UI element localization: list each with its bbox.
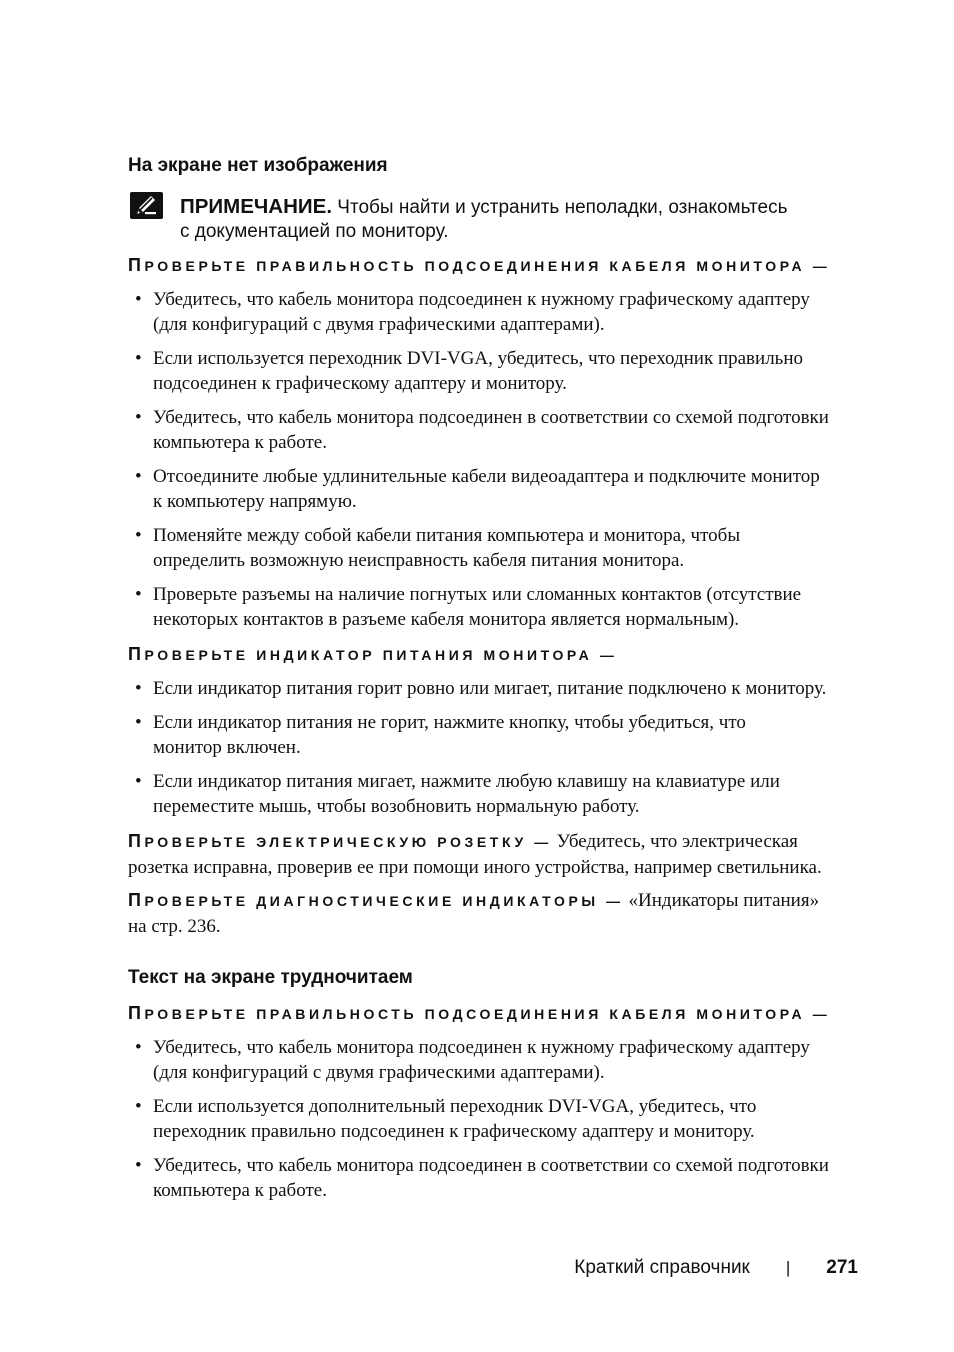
list-item [128,464,928,514]
check-diagnostics-paragraph [128,888,928,939]
bullet-icon [135,710,145,735]
subheading-check-cable: ПРОВЕРЬТЕ ПРАВИЛЬНОСТЬ ПОДСОЕДИНЕНИЯ КАБЕЛЯ МОНИТОРА — [128,255,831,275]
list-item [128,1094,928,1144]
list-item-text: Если индикатор питания не горит, нажмите кнопку, чтобы убедиться, что монитор включен. [153,712,746,758]
check-power-indicator-list [128,676,928,819]
check-cable-list [128,287,928,632]
page-number: 271 [826,1257,858,1278]
list-item [128,710,928,760]
subheading-check-cable-2: ПРОВЕРЬТЕ ПРАВИЛЬНОСТЬ ПОДСОЕДИНЕНИЯ КАБЕЛЯ МОНИТОРА — [128,1003,831,1023]
bullet-icon [135,676,145,701]
footer-label: Краткий справочник [574,1257,750,1278]
list-item [128,346,928,396]
section-title-no-image: На экране нет изображения [128,155,388,176]
list-item-text: Убедитесь, что кабель монитора подсоединен к нужному графическому адаптеру (для конфигураций с двумя графическими адаптерами). [153,1037,810,1083]
footer-separator: | [785,1258,791,1277]
bullet-icon [135,1094,145,1119]
bullet-icon [135,464,145,489]
page-footer [574,1256,858,1280]
bullet-icon [135,1153,145,1178]
subheading-check-outlet: ПРОВЕРЬТЕ ЭЛЕКТРИЧЕСКУЮ РОЗЕТКУ — [128,831,552,851]
list-item [128,582,928,632]
note-text: Чтобы найти и устранить неполадки, ознакомьтесь с документацией по монитору. [180,197,788,242]
bullet-icon [135,523,145,548]
bullet-icon [135,1035,145,1060]
check-cable-list-2 [128,1035,928,1203]
list-item [128,676,928,701]
list-item-text: Убедитесь, что кабель монитора подсоединен в соответствии со схемой подготовки компьютера к работе. [153,407,829,453]
bullet-icon [135,405,145,430]
list-item-text: Если используется дополнительный переходник DVI-VGA, убедитесь, что переходник правильно подсоединен к графическому адаптеру и монитору. [153,1096,757,1142]
bullet-icon [135,287,145,312]
list-item-text: Отсоедините любые удлинительные кабели видеоадаптера и подключите монитор к компьютеру напрямую. [153,466,820,512]
list-item-text: Если используется переходник DVI-VGA, убедитесь, что переходник правильно подсоединен к графическому адаптеру и монитору. [153,348,804,394]
list-item-text: Убедитесь, что кабель монитора подсоединен в соответствии со схемой подготовки компьютера к работе. [153,1155,829,1201]
list-item [128,769,928,819]
check-diagnostics-text: «Индикаторы питания» на стр. 236. [128,890,820,937]
list-item-text: Поменяйте между собой кабели питания компьютера и монитора, чтобы определить возможную неисправность кабеля питания монитора. [153,525,741,571]
subheading-check-diagnostics: ПРОВЕРЬТЕ ДИАГНОСТИЧЕСКИЕ ИНДИКАТОРЫ — [128,890,624,910]
list-item [128,523,928,573]
note-text-block [180,195,900,244]
bullet-icon [135,769,145,794]
list-item [128,1153,928,1203]
check-outlet-text: Убедитесь, что электрическая розетка исправна, проверив ее при помощи иного устройства, например светильника. [128,831,822,878]
note-pencil-icon [130,192,163,219]
section-title-hard-to-read: Текст на экране трудночитаем [128,967,413,988]
list-item-text: Если индикатор питания горит ровно или мигает, питание подключено к монитору. [153,678,827,699]
list-item [128,405,928,455]
note-label: ПРИМЕЧАНИЕ. [180,195,333,218]
bullet-icon [135,582,145,607]
check-outlet-paragraph [128,829,928,880]
list-item-text: Убедитесь, что кабель монитора подсоединен к нужному графическому адаптеру (для конфигураций с двумя графическими адаптерами). [153,289,810,335]
subheading-check-power-indicator: ПРОВЕРЬТЕ ИНДИКАТОР ПИТАНИЯ МОНИТОРА — [128,644,618,664]
list-item [128,1035,928,1085]
list-item-text: Если индикатор питания мигает, нажмите любую клавишу на клавиатуре или переместите мышь, чтобы возобновить нормальную работу. [153,771,780,817]
list-item [128,287,928,337]
bullet-icon [135,346,145,371]
note-block [128,192,908,244]
list-item-text: Проверьте разъемы на наличие погнутых или сломанных контактов (отсутствие некоторых контактов в разъеме кабеля монитора является нормальным). [153,584,802,630]
